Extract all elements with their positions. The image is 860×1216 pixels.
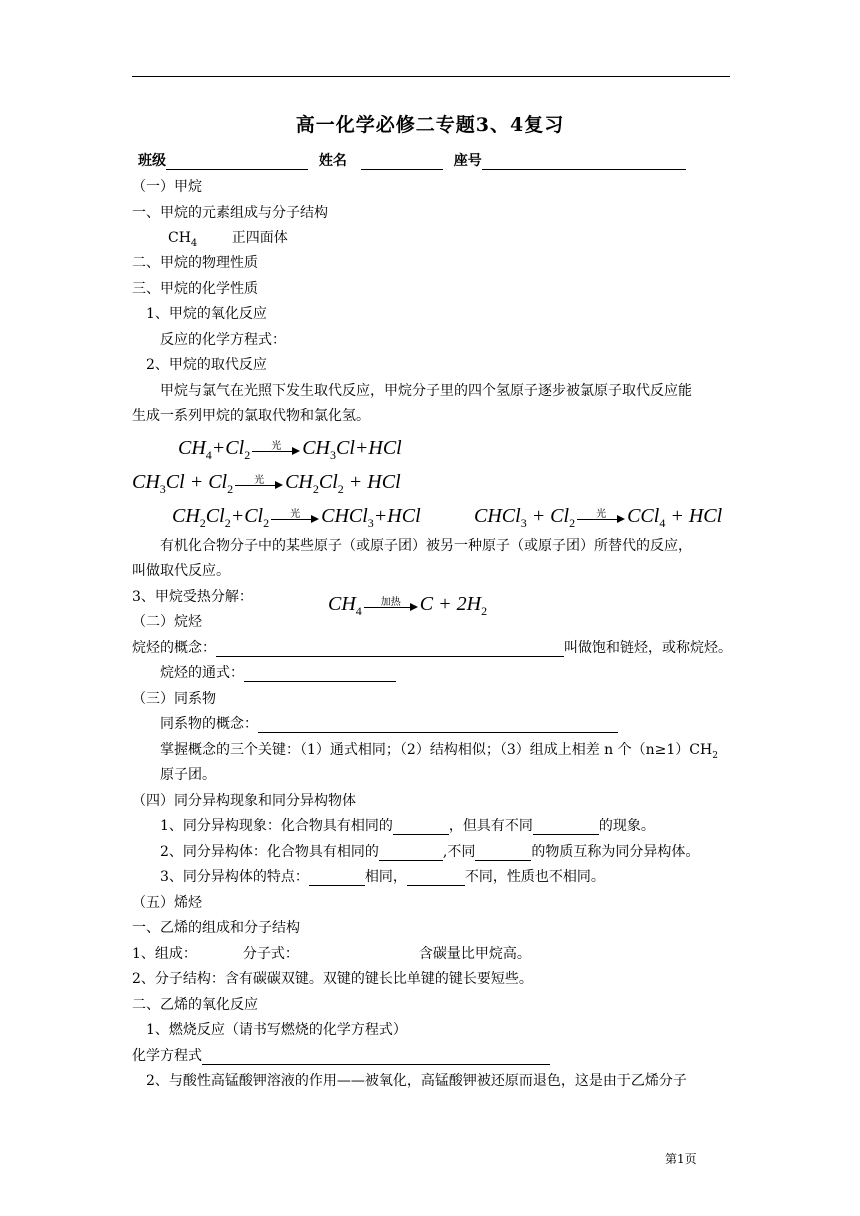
paragraph-line: 生成一系列甲烷的氯取代物和氯化氢。 (132, 408, 370, 424)
paragraph-line: 原子团。 (160, 767, 216, 783)
class-field[interactable] (166, 155, 308, 170)
blank-field[interactable] (393, 820, 449, 835)
fill-in-line: 烷烃的通式： (160, 664, 396, 682)
blank-field[interactable] (202, 1050, 550, 1065)
paragraph-line: 甲烷与氯气在光照下发生取代反应，甲烷分子里的四个氢原子逐步被氯原子取代反应能 (160, 383, 692, 399)
section-heading: （二）烷烃 (132, 614, 202, 630)
page-number: 第1页 (665, 1152, 697, 1166)
equation-5: $CH_4$ 加热 $C + 2H_2$ (328, 593, 488, 618)
blank-field[interactable] (533, 820, 599, 835)
section-heading: （五）烯烃 (132, 895, 202, 911)
item-heading: 1、甲烷的氧化反应 (146, 306, 267, 322)
seat-label: 座号 (453, 153, 482, 169)
equation-2: $CH_3Cl + Cl_2$ 光 $CH_2Cl_2$ + HCl (132, 471, 401, 496)
arrow-icon: 加热 (364, 595, 418, 615)
blank-field[interactable] (216, 642, 564, 657)
item-heading: 3、甲烷受热分解： (132, 589, 253, 605)
equation-3: $CH_2Cl_2+Cl_2$ 光 CHCl$_3$+HCl (172, 505, 421, 530)
subsection-heading: 一、甲烷的元素组成与分子结构 (132, 205, 328, 221)
subsection-heading: 三、甲烷的化学性质 (132, 281, 258, 297)
section-heading: （四）同分异构现象和同分异构物体 (132, 793, 356, 809)
formula-line (168, 229, 288, 253)
paragraph-line: 2、与酸性高锰酸钾溶液的作用——被氧化，高锰酸钾被还原而退色，这是由于乙烯分子 (146, 1073, 687, 1089)
paragraph-line: 叫做取代反应。 (132, 563, 230, 579)
blank-field[interactable] (258, 718, 618, 733)
section-heading: （一）甲烷 (132, 179, 202, 195)
structure-shape: 正四面体 (231, 230, 288, 246)
blank-field[interactable] (475, 846, 531, 861)
blank-field[interactable] (407, 871, 465, 886)
paragraph-line: 有机化合物分子中的某些原子（或原子团）被另一种原子（或原子团）所替代的反应， (160, 538, 692, 554)
equation-4: CHCl$_3$ + $Cl_2$ 光 CCl$_4$ + HCl (474, 505, 723, 530)
subsection-heading: 二、甲烷的物理性质 (132, 255, 258, 271)
page-title: 高一化学必修二专题3、4复习 (295, 114, 565, 136)
paragraph-line: 掌握概念的三个关键：（1）通式相同；（2）结构相似；（3）组成上相差 n 个$(n\ge 1)CH_2$ (160, 742, 718, 761)
item-heading: 1、燃烧反应（请书写燃烧的化学方程式） (146, 1022, 407, 1038)
fill-in-line: 3、同分异构体的特点： 相同， 不同，性质也不相同。 (160, 869, 605, 885)
subsection-heading: 一、乙烯的组成和分子结构 (132, 920, 300, 936)
fill-in-line: 同系物的概念： (160, 715, 618, 733)
text-line: 反应的化学方程式： (160, 332, 286, 348)
blank-field[interactable] (309, 871, 365, 886)
arrow-icon: 光 (577, 507, 625, 527)
text-line: 2、分子结构：含有碳碳双键。双键的键长比单键的键长要短些。 (132, 971, 533, 987)
subsection-heading: 二、乙烯的氧化反应 (132, 997, 258, 1013)
name-field[interactable] (361, 155, 443, 170)
arrow-icon: 光 (235, 473, 283, 493)
fill-in-line: 1、同分异构现象：化合物具有相同的 ，但具有不同 的现象。 (160, 818, 655, 834)
class-label: 班级 (138, 153, 166, 169)
fill-in-line: 烷烃的概念： 叫做饱和链烃，或称烷烃。 (132, 640, 732, 656)
top-rule (132, 76, 730, 77)
blank-field[interactable] (244, 667, 396, 682)
blank-field[interactable] (379, 846, 443, 861)
section-heading: （三）同系物 (132, 691, 216, 707)
methane-formula: $CH_4$ (168, 230, 198, 249)
item-heading: 2、甲烷的取代反应 (146, 357, 267, 373)
seat-field[interactable] (482, 155, 686, 170)
student-info-header (138, 152, 686, 170)
arrow-icon: 光 (252, 439, 300, 459)
arrow-icon: 光 (271, 507, 319, 527)
fill-in-line: 化学方程式 (132, 1047, 550, 1065)
name-label: 姓名 (318, 153, 347, 169)
text-line: 1、组成： 分子式： 含碳量比甲烷高。 (132, 946, 531, 962)
fill-in-line: 2、同分异构体：化合物具有相同的 ,不同 的物质互称为同分异构体。 (160, 844, 700, 860)
equation-1: $CH_4+Cl_2$ 光 $CH_3Cl+HCl$ (178, 437, 402, 462)
